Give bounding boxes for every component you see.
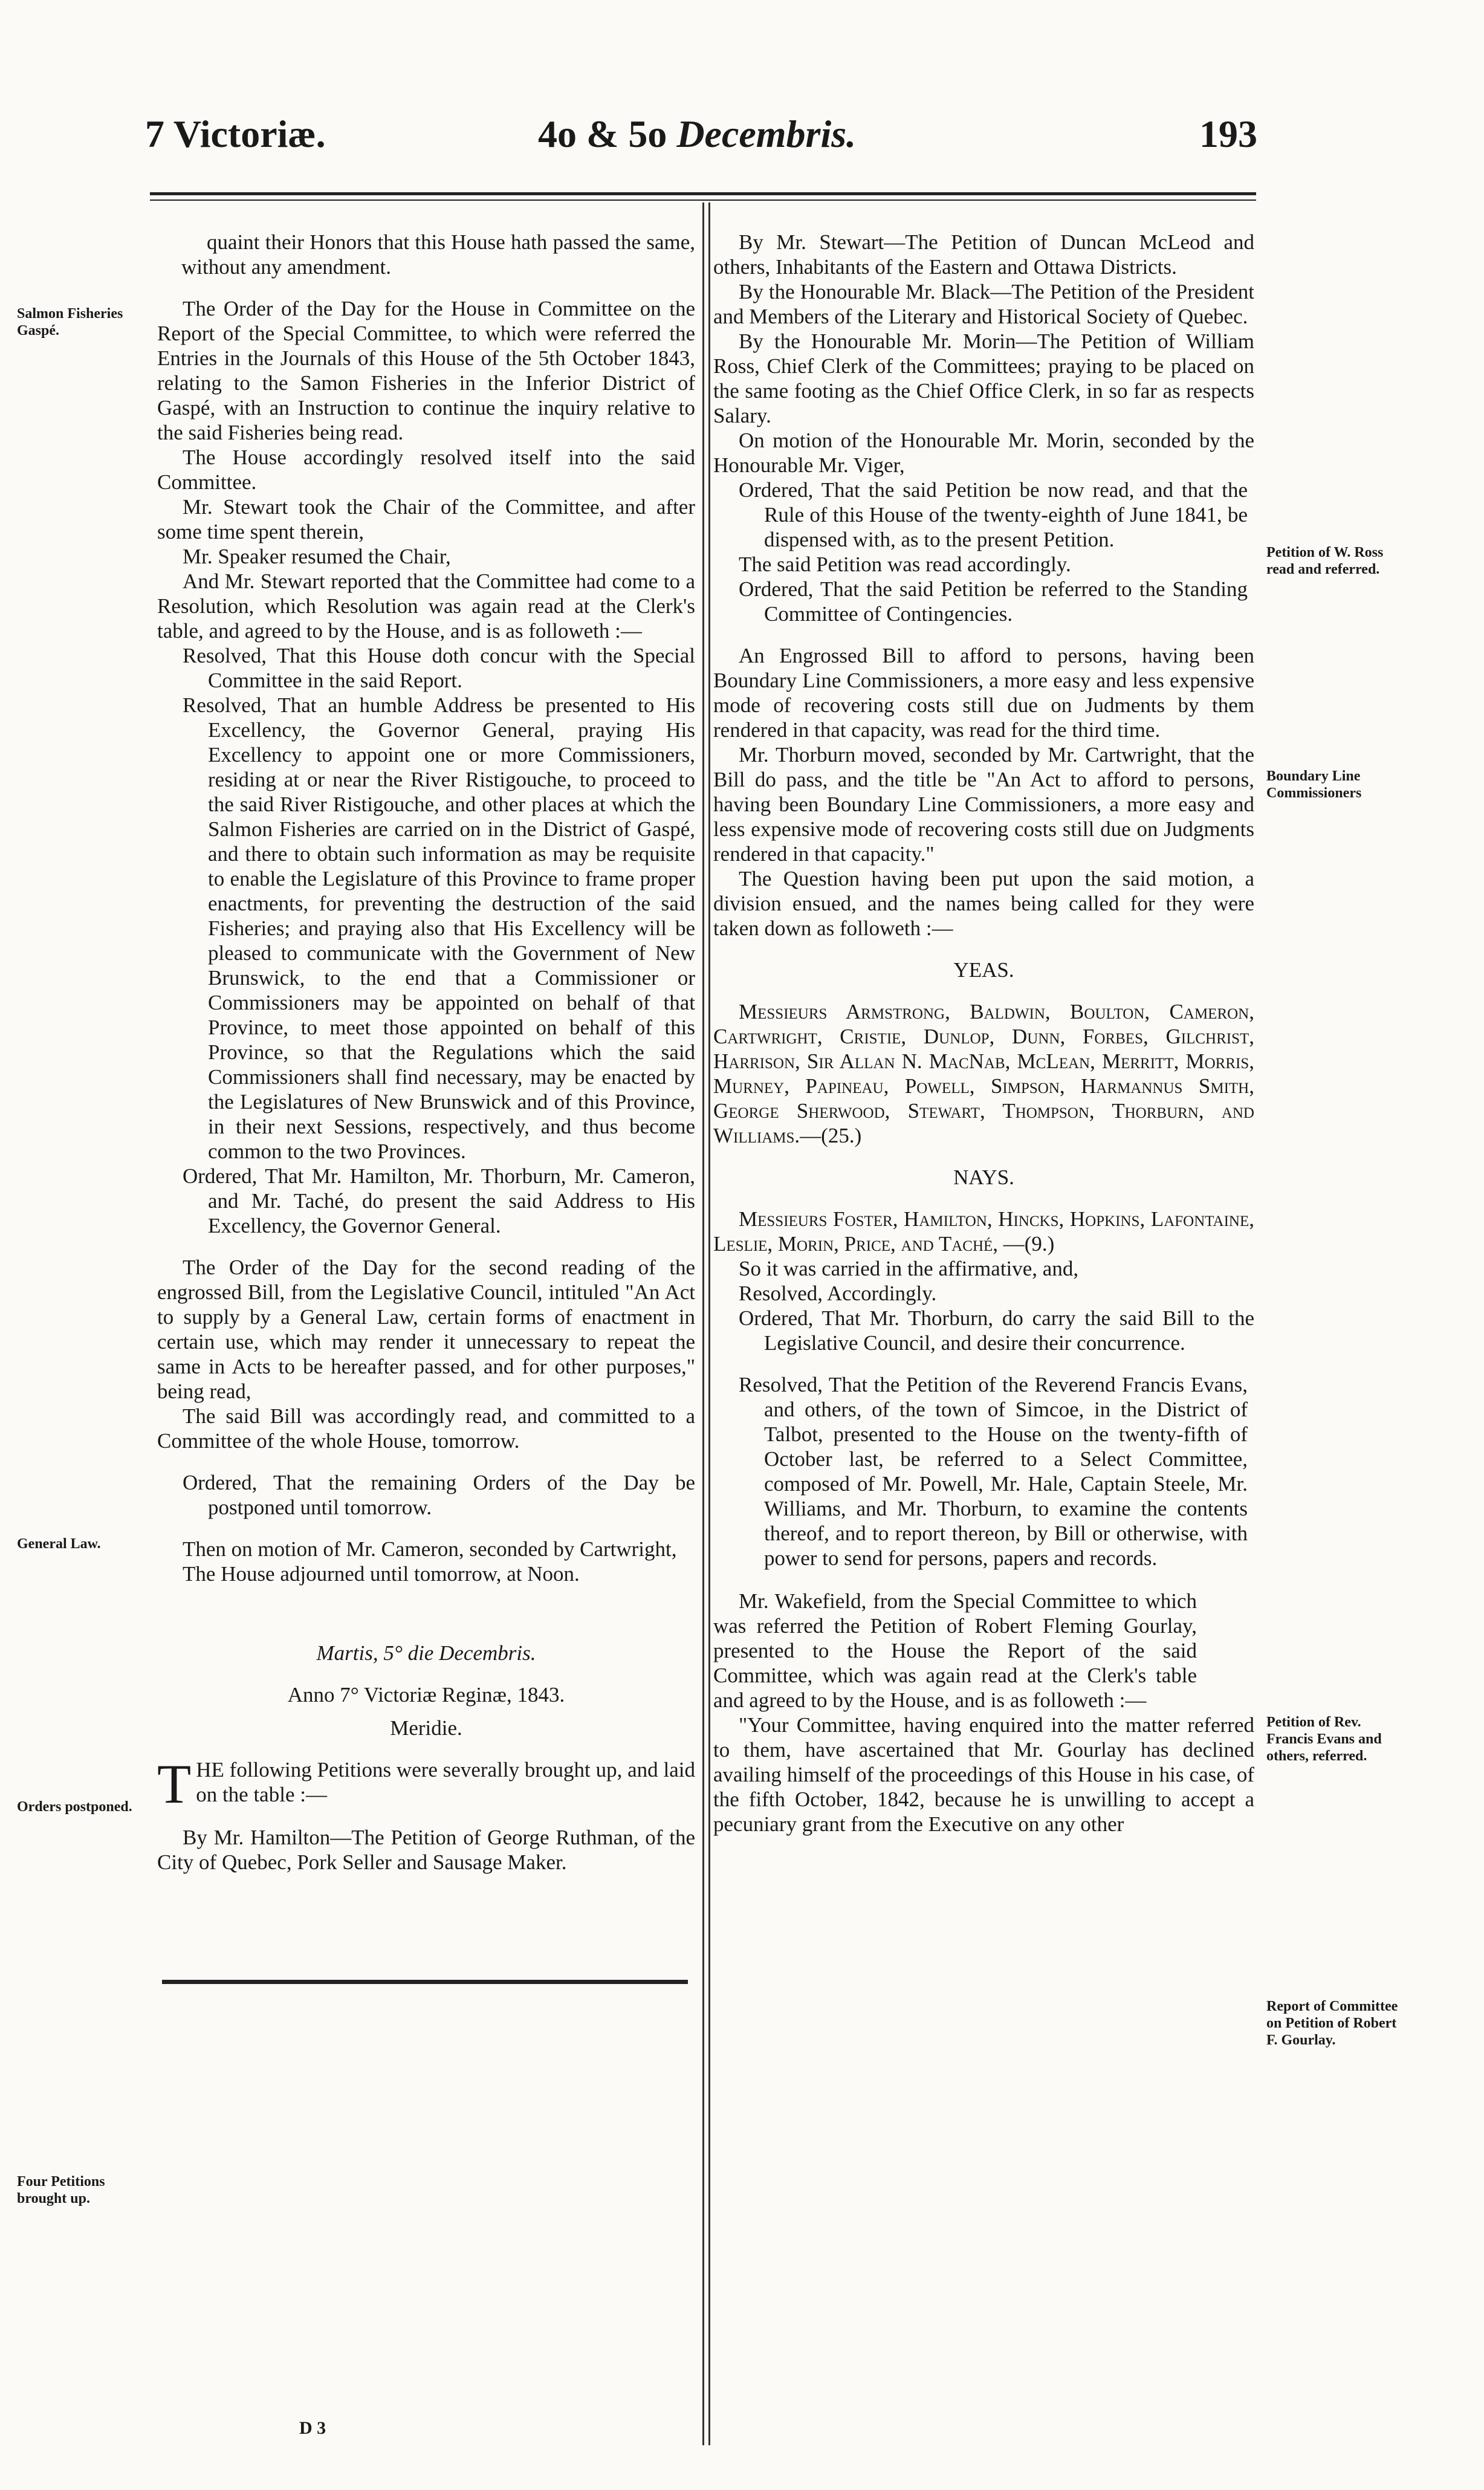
column-divider [702, 203, 704, 2445]
order: Ordered, That the remaining Orders of the Day be postponed until tomorrow. [183, 1471, 695, 1519]
header-regnal-year: 7 Victoriæ. [145, 112, 326, 155]
paragraph: By Mr. Stewart—The Petition of Duncan McLeod and others, Inhabitants of the Eastern and Ottawa Districts. [713, 230, 1254, 279]
section-rule [162, 1980, 688, 1984]
paragraph: So it was carried in the affirmative, and, [739, 1257, 1079, 1280]
paragraph: The House accordingly resolved itself into the said Committee. [157, 446, 695, 494]
page-number: 193 [1199, 112, 1257, 155]
paragraph: By Mr. Hamilton—The Petition of George Ruthman, of the City of Quebec, Pork Seller and Sausage Maker. [157, 1826, 695, 1874]
header-date-prefix: 4o & 5o [538, 112, 667, 155]
left-column [157, 230, 695, 1875]
header-rule-thin [150, 199, 1256, 201]
paragraph: Mr. Thorburn moved, seconded by Mr. Cartwright, that the Bill do pass, and the title be "An Act to afford to persons, having been Boundary Line Commissioners, a more easy and less expensive mode of recovering costs still due on Judgments rendered in that capacity." [713, 743, 1254, 866]
nays-heading: NAYS. [953, 1166, 1014, 1189]
drop-cap: T [157, 1753, 192, 1815]
yeas-list: Messieurs Armstrong, Baldwin, Boulton, Cameron, Cartwright, Cristie, Dunlop, Dunn, Forbes, Gilchrist, Harrison, Sir Allan N. MacNab, McLean, Merritt, Morris, Murney, Papineau, Powell, Simpson, Harmannus Smith, George Sherwood, Stewart, Thompson, Thorburn, and Williams.—(25.) [713, 1000, 1254, 1147]
resolution: Resolved, That the Petition of the Reverend Francis Evans, and others, of the town of Simcoe, in the District of Talbot, presented to the House on the twenty-fifth of October last, be referred to a Select Committee, composed of Mr. Powell, Mr. Hale, Captain Steele, Mr. Williams, and Mr. Thorburn, to examine the contents thereof, and to report thereon, by Bill or otherwise, with power to send for persons, papers and records. [739, 1373, 1248, 1570]
paragraph-text: HE following Petitions were severally brought up, and laid on the table :— [196, 1758, 695, 1806]
paragraph: The Order of the Day for the second reading of the engrossed Bill, from the Legislative Council, intituled "An Act to supply by a General Law, certain forms of enactment in certain use, which may render it unnecessary to repeat the same in Acts to be hereafter passed, and for other purposes," being read, [157, 1256, 695, 1403]
margin-note-gourlay: Report of Committee on Petition of Robert F. Gourlay. [1266, 1999, 1398, 2048]
margin-note-four-petitions: Four Petitions brought up. [17, 2174, 105, 2206]
paragraph: The said Petition was read accordingly. [739, 553, 1071, 576]
date-line: Martis, 5° die Decembris. [316, 1641, 536, 1665]
order: Ordered, That Mr. Thorburn, do carry the said Bill to the Legislative Council, and desire their concurrence. [739, 1306, 1254, 1355]
margin-note-petition-ross: Petition of W. Ross read and referred. [1266, 545, 1384, 577]
paragraph: Mr. Stewart took the Chair of the Committee, and after some time spent therein, [157, 495, 695, 543]
margin-note-orders-postponed: Orders postponed. [17, 1799, 132, 1815]
date-line: Meridie. [390, 1716, 462, 1740]
paragraph: Mr. Speaker resumed the Chair, [183, 545, 451, 568]
order: Ordered, That Mr. Hamilton, Mr. Thorburn, Mr. Cameron, and Mr. Taché, do present the said Address to His Excellency, the Governor General. [183, 1164, 695, 1237]
paragraph: By the Honourable Mr. Black—The Petition of the President and Members of the Literary and Historical Society of Quebec. [713, 280, 1254, 328]
paragraph: An Engrossed Bill to afford to persons, having been Boundary Line Commissioners, a more easy and less expensive mode of recovering costs still due on Judments by them rendered in that capacity, was read for the third time. [713, 644, 1254, 742]
date-line: Anno 7° Victoriæ Reginæ, 1843. [287, 1683, 565, 1707]
paragraph: The Question having been put upon the said motion, a division ensued, and the names being called for they were taken down as followeth :— [713, 867, 1254, 940]
column-divider-2 [708, 203, 710, 2445]
header-date [538, 112, 856, 157]
paragraph: The House adjourned until tomorrow, at Noon. [183, 1562, 580, 1586]
signature-mark: D 3 [299, 2418, 326, 2438]
page-header [145, 106, 1257, 172]
paragraph: On motion of the Honourable Mr. Morin, seconded by the Honourable Mr. Viger, [713, 429, 1254, 477]
margin-note-evans: Petition of Rev. Francis Evans and others, referred. [1266, 1714, 1382, 1764]
right-column [713, 230, 1254, 1837]
report-quote: "Your Committee, having enquired into the matter referred to them, have ascertained that Mr. Gourlay has declined availing himself of the proceedings of this House in his case, of the fifth October, 1842, because he is unwilling to accept a pecuniary grant from the Executive on any other [713, 1713, 1254, 1836]
header-date-month: Decembris. [676, 112, 857, 155]
order: Ordered, That the said Petition be now read, and that the Rule of this House of the twenty-eighth of June 1841, be dispensed with, as to the present Petition. [739, 478, 1248, 551]
resolution: Resolved, That this House doth concur with the Special Committee in the said Report. [183, 644, 695, 692]
paragraph: And Mr. Stewart reported that the Committee had come to a Resolution, which Resolution was again read at the Clerk's table, and agreed to by the House, and is as followeth :— [157, 569, 695, 643]
resolution: Resolved, That an humble Address be presented to His Excellency, the Governor General, praying His Excellency to appoint one or more Commissioners, residing at or near the River Ristigouche, to proceed to the said River Ristigouche, and other places at which the Salmon Fisheries are carried on in the District of Gaspé, and there to obtain such information as may be requisite to enable the Legislature of this Province to frame proper enactments, for preventing the destruction of the said Fisheries; and praying also that His Excellency will be pleased to communicate with the Government of New Brunswick, to the end that a Commissioner or Commissioners may be appointed on behalf of that Province, to meet those appointed on behalf of this Province, so that the Regulations which the said Commissioners shall find necessary, may be enacted by the Legislatures of New Brunswick and of this Province, in their next Sessions, respectively, and thus become common to the two Provinces. [183, 693, 695, 1163]
paragraph [157, 1753, 695, 1815]
margin-note-salmon: Salmon Fisheries Gaspé. [17, 306, 123, 339]
paragraph: Mr. Wakefield, from the Special Committee to which was referred the Petition of Robert Fleming Gourlay, presented to the House the Report of the said Committee, which was again read at the Clerk's table and agreed to by the House, and is as followeth :— [713, 1589, 1197, 1712]
nays-list: Messieurs Foster, Hamilton, Hincks, Hopkins, Lafontaine, Leslie, Morin, Price, and Taché, —(9.) [713, 1207, 1254, 1256]
margin-note-general-law: General Law. [17, 1536, 101, 1552]
paragraph: Then on motion of Mr. Cameron, seconded by Cartwright, [183, 1537, 677, 1561]
paragraph: By the Honourable Mr. Morin—The Petition of William Ross, Chief Clerk of the Committees; praying to be placed on the same footing as the Chief Office Clerk, in so far as respects Salary. [713, 329, 1254, 427]
paragraph: The said Bill was accordingly read, and committed to a Committee of the whole House, tomorrow. [157, 1404, 695, 1453]
header-rule [150, 192, 1256, 195]
yeas-heading: YEAS. [953, 958, 1014, 982]
paragraph: Resolved, Accordingly. [739, 1282, 937, 1305]
paragraph: The Order of the Day for the House in Committee on the Report of the Special Committee, to which were referred the Entries in the Journals of this House of the 5th October 1843, relating to the Samon Fisheries in the Inferior District of Gaspé, with an Instruction to continue the inquiry relative to the said Fisheries being read. [157, 297, 695, 444]
paragraph: quaint their Honors that this House hath passed the same, without any amendment. [181, 230, 695, 279]
margin-note-boundary: Boundary Line Commissioners [1266, 768, 1362, 801]
order: Ordered, That the said Petition be referred to the Standing Committee of Contingencies. [739, 577, 1248, 626]
